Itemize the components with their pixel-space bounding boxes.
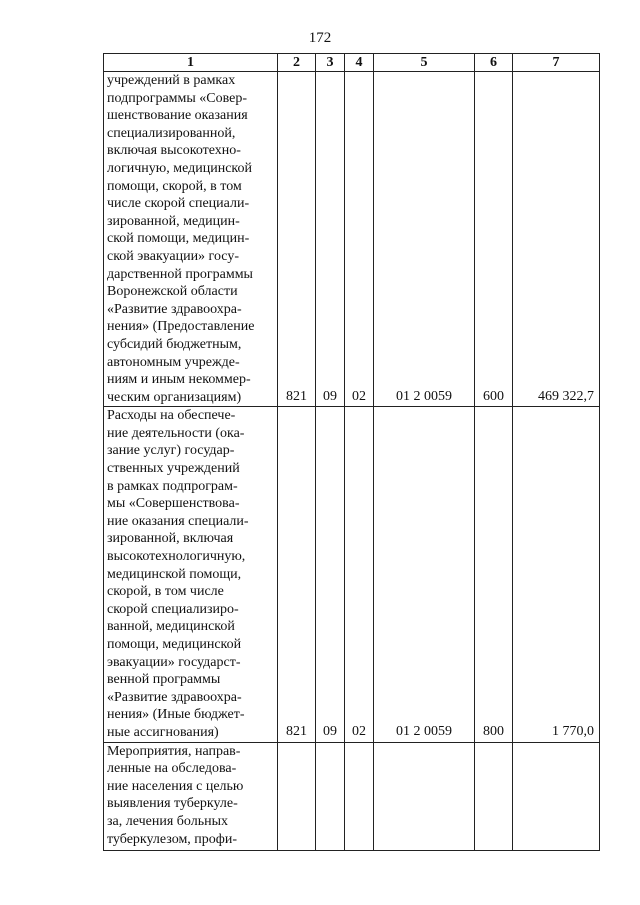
description-line: ленные на обследова- <box>107 761 237 777</box>
page-number: 172 <box>308 30 332 46</box>
description-line: зание услуг) государ- <box>107 443 235 459</box>
description-line: числе скорой специали- <box>107 196 250 212</box>
description-line: венной программы <box>107 672 221 688</box>
row-description <box>104 742 278 850</box>
row-description <box>104 407 278 742</box>
description-line: выявления туберкуле- <box>107 796 238 812</box>
description-line: учреждений в рамках <box>107 73 236 88</box>
description-line: «Развитие здравоохра- <box>107 301 242 317</box>
description-line: высокотехнологичную, <box>107 549 246 565</box>
description-line: Расходы на обеспече- <box>107 408 236 424</box>
row-description <box>104 72 278 407</box>
expense-type-code: 800 <box>475 407 513 742</box>
description-line: медицинской помощи, <box>107 566 242 582</box>
column-header-1: 1 <box>104 54 278 72</box>
description-line: туберкулезом, профи- <box>107 831 238 847</box>
column-header-7: 7 <box>513 54 600 72</box>
amount: 469 322,7 <box>513 72 600 407</box>
description-line: нения» (Предоставление <box>107 319 255 335</box>
target-item-code: 01 2 0059 <box>374 407 475 742</box>
description-line: ние населения с целью <box>107 778 244 794</box>
ministry-code: 821 <box>278 72 316 407</box>
description-line: подпрограммы «Совер- <box>107 90 248 106</box>
description-line: ниям и иным некоммер- <box>107 372 251 388</box>
description-line: специализированной, <box>107 125 236 141</box>
description-line: ние деятельности (ока- <box>107 425 245 441</box>
description-line: зированной, медицин- <box>107 213 240 229</box>
description-line: Мероприятия, направ- <box>107 743 241 759</box>
column-header-5: 5 <box>374 54 475 72</box>
description-line: скорой, в том числе <box>107 584 224 600</box>
target-item-code <box>374 742 475 850</box>
ministry-code: 821 <box>278 407 316 742</box>
description-line: помощи, скорой, в том <box>107 178 242 194</box>
ministry-code <box>278 742 316 850</box>
header-row <box>104 54 600 72</box>
description-line: мы «Совершенствова- <box>107 496 240 512</box>
description-line: в рамках подпрограм- <box>107 478 238 494</box>
section-code <box>316 742 345 850</box>
description-line: ванной, медицинской <box>107 619 235 635</box>
subsection-code: 02 <box>345 72 374 407</box>
description-line: эвакуации» государст- <box>107 654 241 670</box>
description-line: за, лечения больных <box>107 813 228 829</box>
description-line: включая высокотехно- <box>107 143 241 159</box>
expense-type-code <box>475 742 513 850</box>
budget-table <box>103 53 600 851</box>
section-code: 09 <box>316 72 345 407</box>
target-item-code: 01 2 0059 <box>374 72 475 407</box>
description-line: ческим организациям) <box>107 389 242 405</box>
description-line: логичную, медицинской <box>107 160 252 176</box>
description-line: ные ассигнования) <box>107 724 219 740</box>
description-line: зированной, включая <box>107 531 234 547</box>
section-code: 09 <box>316 407 345 742</box>
description-line: ние оказания специали- <box>107 513 249 529</box>
table-row <box>104 407 600 742</box>
description-line: ской помощи, медицин- <box>107 231 250 247</box>
description-line: нения» (Иные бюджет- <box>107 707 245 723</box>
table-row <box>104 72 600 407</box>
subsection-code <box>345 742 374 850</box>
description-line: дарственной программы <box>107 266 253 282</box>
expense-type-code: 600 <box>475 72 513 407</box>
description-line: Воронежской области <box>107 284 238 300</box>
column-header-4: 4 <box>345 54 374 72</box>
amount: 1 770,0 <box>513 407 600 742</box>
column-header-3: 3 <box>316 54 345 72</box>
description-line: ственных учреждений <box>107 461 240 477</box>
description-line: ской эвакуации» госу- <box>107 248 239 264</box>
table-row <box>104 742 600 850</box>
description-line: «Развитие здравоохра- <box>107 689 242 705</box>
column-header-6: 6 <box>475 54 513 72</box>
description-line: шенствование оказания <box>107 108 248 124</box>
subsection-code: 02 <box>345 407 374 742</box>
description-line: помощи, медицинской <box>107 637 242 652</box>
column-header-2: 2 <box>278 54 316 72</box>
amount <box>513 742 600 850</box>
description-line: скорой специализиро- <box>107 601 239 617</box>
description-line: субсидий бюджетным, <box>107 336 242 352</box>
description-line: автономным учрежде- <box>107 354 240 370</box>
